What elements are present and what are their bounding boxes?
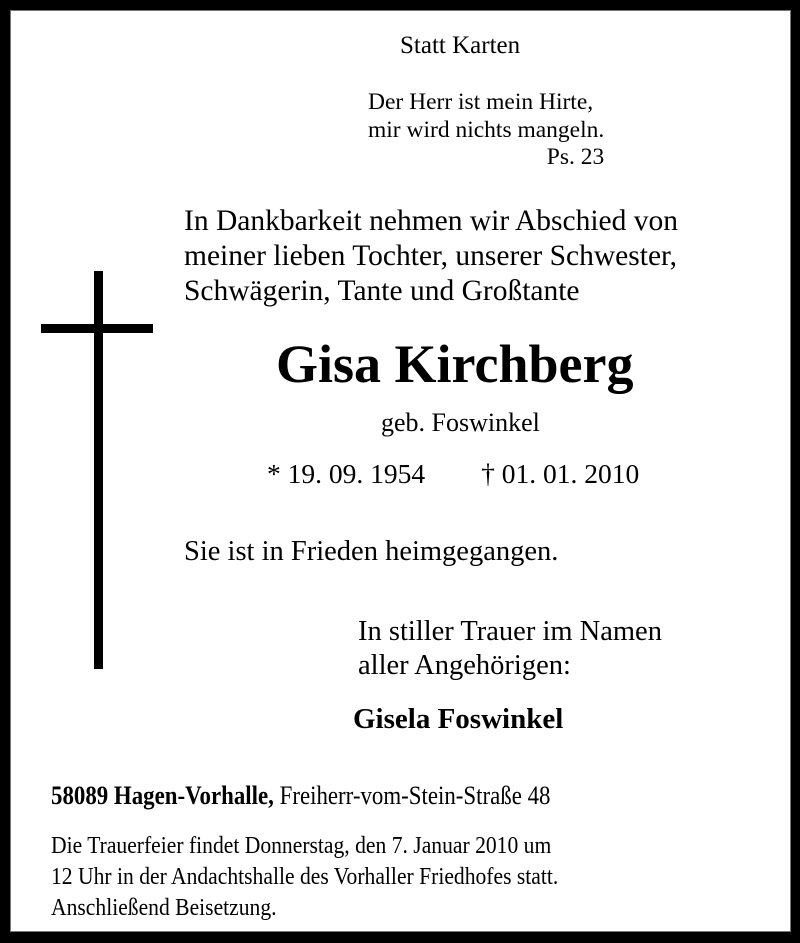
deceased-name: Gisa Kirchberg (276, 334, 634, 394)
intro-line: meiner lieben Tochter, unserer Schwester, (184, 240, 678, 272)
maiden-name: geb. Foswinkel (381, 408, 540, 437)
obituary-notice (10, 10, 791, 932)
psalm-quote (368, 89, 604, 172)
mourning-line: In stiller Trauer im Namen (358, 616, 662, 647)
psalm-reference: Ps. 23 (546, 144, 605, 170)
psalm-line: Der Herr ist mein Hirte, (368, 89, 594, 115)
header-statt-karten: Statt Karten (400, 32, 521, 59)
life-dates (267, 460, 639, 488)
psalm-line: mir wird nichts mangeln. (368, 116, 605, 143)
service-line: Die Trauerfeier findet Donnerstag, den 7. Januar 2010 um (51, 833, 552, 859)
service-line: Anschließend Beisetzung. (51, 895, 277, 921)
intro-text (184, 204, 678, 309)
cross-icon-horizontal (41, 324, 153, 333)
address (51, 783, 550, 809)
intro-line: Schwägerin, Tante und Großtante (184, 275, 580, 307)
address-city: 58089 Hagen-Vorhalle, (51, 781, 274, 810)
peace-line: Sie ist in Frieden heimgegangen. (184, 536, 559, 567)
death-date: † 01. 01. 2010 (481, 458, 640, 489)
signatory: Gisela Foswinkel (353, 703, 564, 735)
mourning-text (358, 615, 662, 683)
address-street: Freiherr-vom-Stein-Straße 48 (279, 781, 551, 810)
birth-date: * 19. 09. 1954 (267, 458, 426, 489)
service-line: 12 Uhr in der Andachtshalle des Vorhaller Friedhofes statt. (51, 864, 559, 890)
mourning-line: aller Angehörigen: (358, 650, 571, 681)
service-info (51, 831, 558, 924)
intro-line: In Dankbarkeit nehmen wir Abschied von (184, 205, 678, 237)
